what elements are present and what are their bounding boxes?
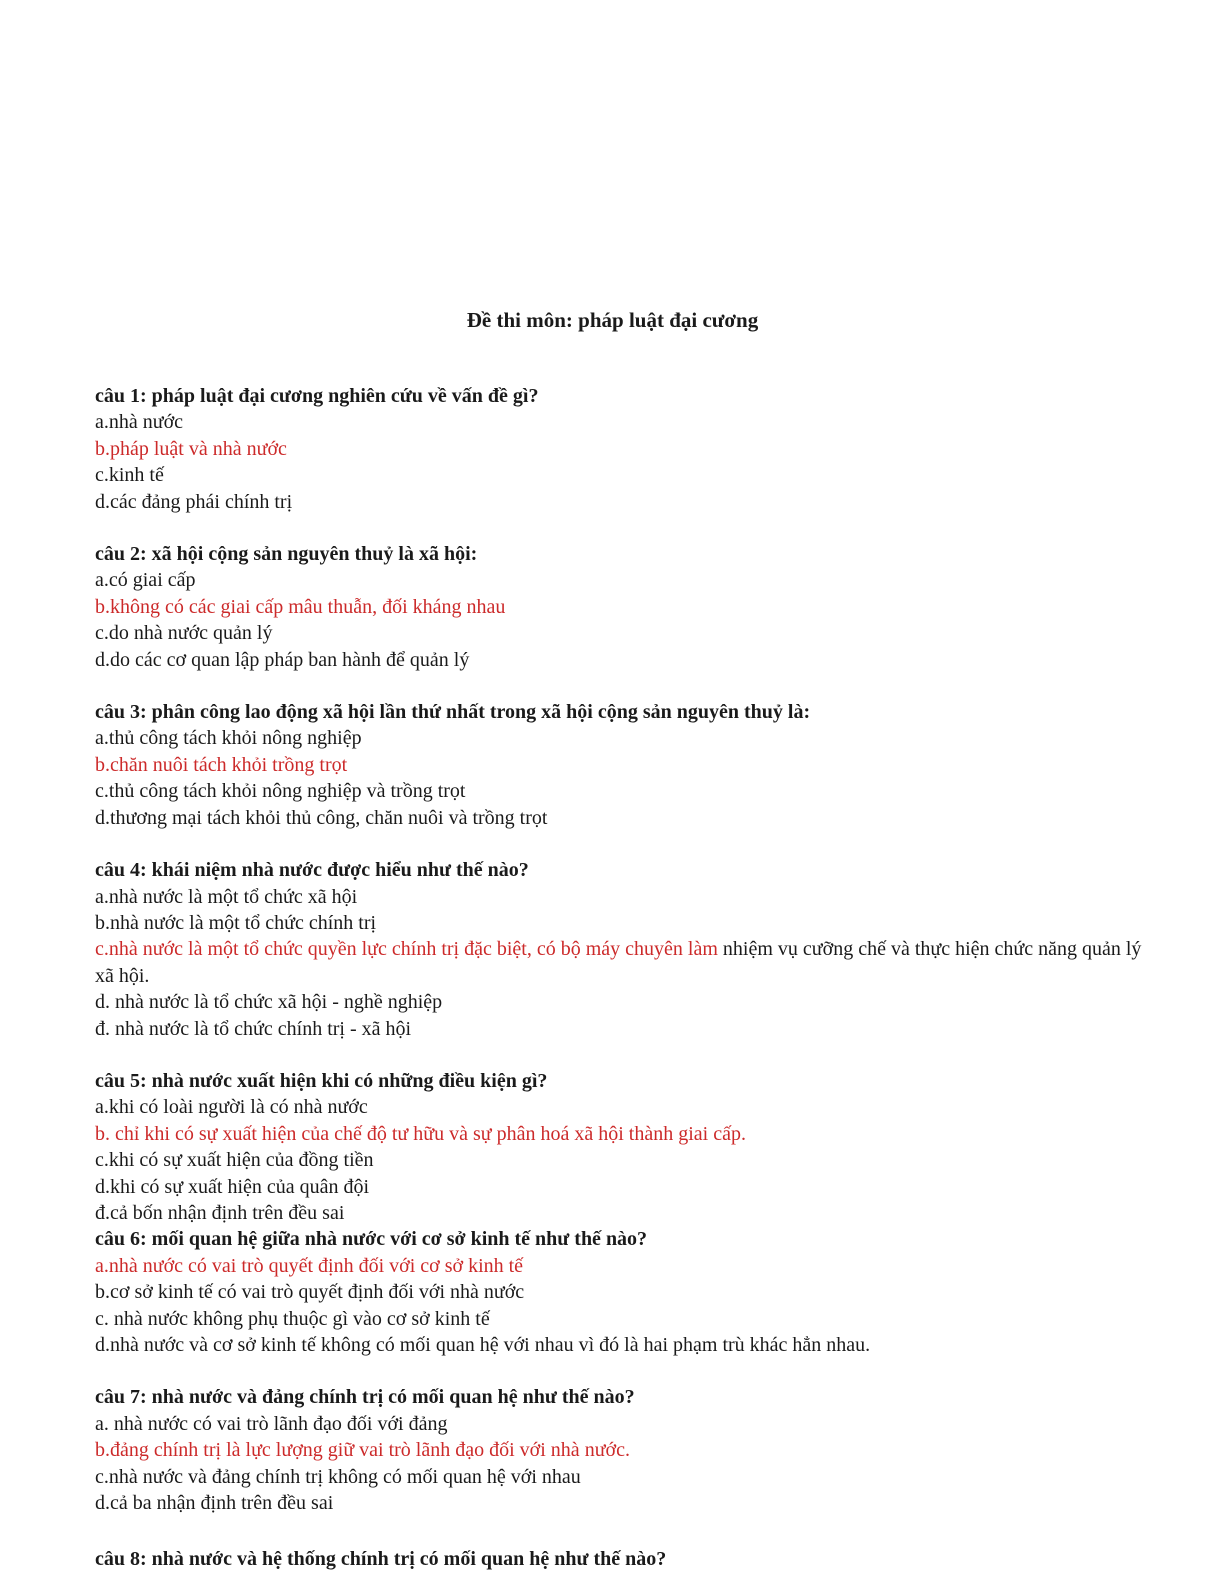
question-heading: câu 5: nhà nước xuất hiện khi có những điều kiện gì? xyxy=(95,1069,548,1092)
question-6 xyxy=(95,1226,1155,1358)
option-b-correct: b.pháp luật và nhà nước xyxy=(95,437,287,460)
option-b-correct: b.chăn nuôi tách khỏi trồng trọt xyxy=(95,753,348,776)
option-b-correct: b. chỉ khi có sự xuất hiện của chế độ tư hữu và sự phân hoá xã hội thành giai cấp. xyxy=(95,1122,746,1145)
option-c: c.kinh tế xyxy=(95,464,164,487)
option-d: d.cả ba nhận định trên đều sai xyxy=(95,1492,334,1515)
option-d: d.các đảng phái chính trị xyxy=(95,490,293,513)
option-a: a.nhà nước xyxy=(95,411,184,434)
question-8-heading-cut-off: câu 8: nhà nước và hệ thống chính trị có mối quan hệ như thế nào? xyxy=(95,1548,667,1570)
question-heading: câu 2: xã hội cộng sản nguyên thuỷ là xã hội: xyxy=(95,543,478,566)
option-a: a.nhà nước là một tổ chức xã hội xyxy=(95,885,358,908)
option-b: b.nhà nước là một tổ chức chính trị xyxy=(95,911,377,934)
question-heading: câu 1: pháp luật đại cương nghiên cứu về vấn đề gì? xyxy=(95,385,539,407)
option-a: a.khi có loài người là có nhà nước xyxy=(95,1096,368,1119)
question-1 xyxy=(95,383,1155,515)
option-c: c.nhà nước và đảng chính trị không có mối quan hệ với nhau xyxy=(95,1465,581,1488)
option-c: c.khi có sự xuất hiện của đồng tiền xyxy=(95,1149,374,1172)
question-heading: câu 3: phân công lao động xã hội lần thứ nhất trong xã hội cộng sản nguyên thuỷ là: xyxy=(95,701,811,724)
page-title: Đề thi môn: pháp luật đại cương xyxy=(466,308,759,332)
question-heading: câu 7: nhà nước và đảng chính trị có mối quan hệ như thế nào? xyxy=(95,1386,635,1409)
option-d: d.do các cơ quan lập pháp ban hành để quản lý xyxy=(95,648,470,671)
option-b-correct: b.không có các giai cấp mâu thuẫn, đối kháng nhau xyxy=(95,595,506,618)
option-a-correct: a.nhà nước có vai trò quyết định đối với cơ sở kinh tế xyxy=(95,1254,524,1277)
option-c: c.thủ công tách khỏi nông nghiệp và trồng trọt xyxy=(95,780,466,803)
option-dd: đ.cả bốn nhận định trên đều sai xyxy=(95,1201,345,1224)
option-c-correct xyxy=(95,936,1155,989)
option-a: a.thủ công tách khỏi nông nghiệp xyxy=(95,727,362,750)
question-2 xyxy=(95,541,1155,673)
option-d: d. nhà nước là tổ chức xã hội - nghề nghiệp xyxy=(95,991,443,1014)
question-list xyxy=(95,383,1155,1542)
question-3 xyxy=(95,699,1155,831)
question-5 xyxy=(95,1068,1155,1226)
option-c: c.do nhà nước quản lý xyxy=(95,622,273,645)
option-d: d.thương mại tách khỏi thủ công, chăn nuôi và trồng trọt xyxy=(95,806,548,829)
option-c-highlighted-text: c.nhà nước là một tổ chức quyền lực chính trị đặc biệt, có bộ máy chuyên làm xyxy=(95,938,718,961)
question-4 xyxy=(95,857,1155,1042)
option-b: b.cơ sở kinh tế có vai trò quyết định đối với nhà nước xyxy=(95,1281,525,1304)
question-heading: câu 4: khái niệm nhà nước được hiểu như thế nào? xyxy=(95,859,529,882)
option-c-tail-text: nhiệm vụ cưỡng chế và thực hiện chức năng quản lý xã hội. xyxy=(95,938,1142,987)
question-7 xyxy=(95,1384,1155,1516)
option-d: d.khi có sự xuất hiện của quân đội xyxy=(95,1175,370,1198)
option-a: a.có giai cấp xyxy=(95,569,196,592)
option-d: d.nhà nước và cơ sở kinh tế không có mối quan hệ với nhau vì đó là hai phạm trù khác hẳn nhau. xyxy=(95,1334,871,1356)
option-b-correct: b.đảng chính trị là lực lượng giữ vai trò lãnh đạo đối với nhà nước. xyxy=(95,1439,630,1462)
option-a: a. nhà nước có vai trò lãnh đạo đối với đảng xyxy=(95,1412,448,1435)
question-heading: câu 6: mối quan hệ giữa nhà nước với cơ sở kinh tế như thế nào? xyxy=(95,1228,648,1251)
option-dd: đ. nhà nước là tổ chức chính trị - xã hội xyxy=(95,1017,412,1040)
option-c: c. nhà nước không phụ thuộc gì vào cơ sở kinh tế xyxy=(95,1307,490,1330)
